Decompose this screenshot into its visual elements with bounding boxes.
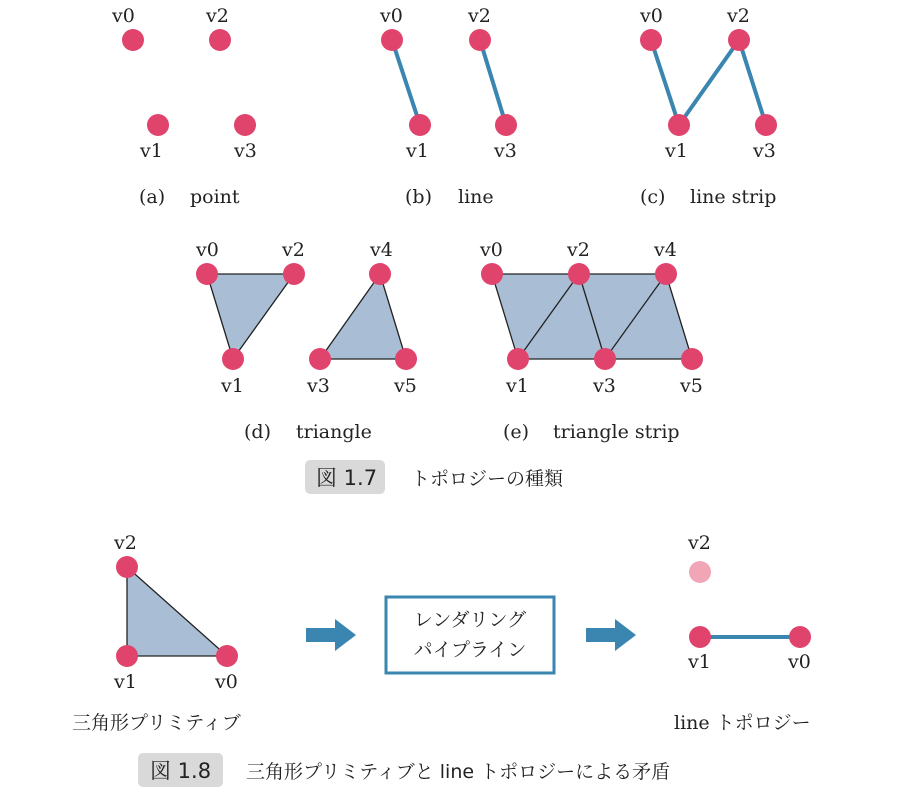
vertex-v1 bbox=[689, 626, 711, 648]
caption-name: triangle bbox=[296, 421, 372, 443]
caption-letter: (b) bbox=[405, 186, 432, 208]
vertex-v0 bbox=[381, 29, 403, 51]
vertex-label-v0: v0 bbox=[380, 5, 403, 27]
vertex-v5 bbox=[681, 348, 703, 370]
vertex-label-v1: v1 bbox=[506, 375, 529, 397]
vertex-v3 bbox=[234, 114, 256, 136]
arrow-right-icon bbox=[306, 619, 356, 651]
vertex-label-v0: v0 bbox=[788, 651, 811, 673]
panel-line-strip bbox=[639, 5, 777, 208]
edge-strip bbox=[651, 40, 766, 125]
vertex-v4 bbox=[655, 263, 677, 285]
panel-line bbox=[379, 5, 517, 208]
primitive-caption: 三角形プリミティブ bbox=[72, 712, 241, 734]
vertex-label-v2: v2 bbox=[206, 5, 229, 27]
caption-letter: (e) bbox=[503, 421, 530, 443]
vertex-v0 bbox=[216, 645, 238, 667]
vertex-label-v5: v5 bbox=[394, 375, 417, 397]
vertex-v2 bbox=[568, 263, 590, 285]
vertex-v3 bbox=[594, 348, 616, 370]
line-topology-result bbox=[674, 532, 811, 734]
vertex-v1 bbox=[668, 114, 690, 136]
figure-title: 三角形プリミティブと line トポロジーによる矛盾 bbox=[246, 761, 671, 783]
vertex-v2-faded bbox=[689, 561, 711, 583]
vertex-v3 bbox=[495, 114, 517, 136]
vertex-label-v5: v5 bbox=[680, 375, 703, 397]
vertex-label-v0: v0 bbox=[112, 5, 135, 27]
vertex-label-v3: v3 bbox=[494, 140, 517, 162]
vertex-v0 bbox=[789, 626, 811, 648]
vertex-label-v0: v0 bbox=[640, 5, 663, 27]
vertex-v4 bbox=[369, 263, 391, 285]
vertex-v1 bbox=[409, 114, 431, 136]
vertex-v2 bbox=[209, 29, 231, 51]
panel-triangle-strip bbox=[479, 239, 703, 443]
panel-point bbox=[111, 5, 257, 208]
arrow-right-icon bbox=[586, 619, 636, 651]
caption-name: point bbox=[190, 186, 240, 208]
vertex-v0 bbox=[640, 29, 662, 51]
figure-1-7-caption bbox=[305, 460, 563, 494]
vertex-label-v2: v2 bbox=[727, 5, 750, 27]
vertex-label-v0: v0 bbox=[480, 239, 503, 261]
vertex-v1 bbox=[222, 348, 244, 370]
figure-number: 図 1.7 bbox=[316, 466, 378, 490]
rendering-pipeline-box bbox=[386, 597, 554, 673]
vertex-v0 bbox=[122, 29, 144, 51]
caption-name: line bbox=[458, 186, 494, 208]
vertex-label-v0: v0 bbox=[196, 239, 219, 261]
edge-v0-v1 bbox=[392, 40, 420, 125]
vertex-v1 bbox=[116, 645, 138, 667]
vertex-label-v1: v1 bbox=[665, 140, 688, 162]
caption-letter: (c) bbox=[640, 186, 666, 208]
vertex-v2 bbox=[116, 556, 138, 578]
figure-title: トポロジーの種類 bbox=[411, 468, 564, 490]
pipeline-label-line1: レンダリング bbox=[413, 609, 527, 631]
vertex-v0 bbox=[481, 263, 503, 285]
triangle-v3-v4-v5 bbox=[320, 274, 406, 359]
triangle-primitive bbox=[72, 532, 241, 734]
vertex-label-v3: v3 bbox=[307, 375, 330, 397]
figure-1-8-caption bbox=[138, 753, 670, 787]
vertex-label-v4: v4 bbox=[370, 239, 393, 261]
vertex-v3 bbox=[309, 348, 331, 370]
vertex-v2 bbox=[469, 29, 491, 51]
vertex-label-v1: v1 bbox=[688, 651, 711, 673]
vertex-v5 bbox=[395, 348, 417, 370]
vertex-v1 bbox=[147, 114, 169, 136]
vertex-label-v0: v0 bbox=[215, 671, 238, 693]
caption-letter: (d) bbox=[244, 421, 271, 443]
caption-name: line strip bbox=[690, 186, 777, 208]
vertex-label-v2: v2 bbox=[282, 239, 305, 261]
vertex-v3 bbox=[755, 114, 777, 136]
vertex-label-v4: v4 bbox=[654, 239, 677, 261]
caption-letter: (a) bbox=[139, 186, 166, 208]
pipeline-label-line2: パイプライン bbox=[413, 639, 527, 661]
panel-triangle bbox=[195, 239, 417, 443]
vertex-v0 bbox=[196, 263, 218, 285]
vertex-label-v1: v1 bbox=[221, 375, 244, 397]
vertex-label-v2: v2 bbox=[468, 5, 491, 27]
triangle-v0-v1-v2 bbox=[207, 274, 294, 359]
vertex-label-v3: v3 bbox=[234, 140, 257, 162]
edge-v2-v3 bbox=[480, 40, 506, 125]
caption-name: triangle strip bbox=[553, 421, 680, 443]
vertex-label-v1: v1 bbox=[114, 671, 137, 693]
vertex-v1 bbox=[507, 348, 529, 370]
vertex-label-v1: v1 bbox=[140, 140, 163, 162]
vertex-label-v2: v2 bbox=[567, 239, 590, 261]
vertex-label-v2: v2 bbox=[114, 532, 137, 554]
figure-number: 図 1.8 bbox=[150, 759, 212, 783]
vertex-v2 bbox=[283, 263, 305, 285]
triangle-v0-v1-v2 bbox=[127, 567, 227, 656]
vertex-label-v3: v3 bbox=[753, 140, 776, 162]
vertex-v2 bbox=[728, 29, 750, 51]
topology-caption: line トポロジー bbox=[674, 712, 811, 734]
vertex-label-v2: v2 bbox=[688, 532, 711, 554]
vertex-label-v3: v3 bbox=[593, 375, 616, 397]
vertex-label-v1: v1 bbox=[406, 140, 429, 162]
